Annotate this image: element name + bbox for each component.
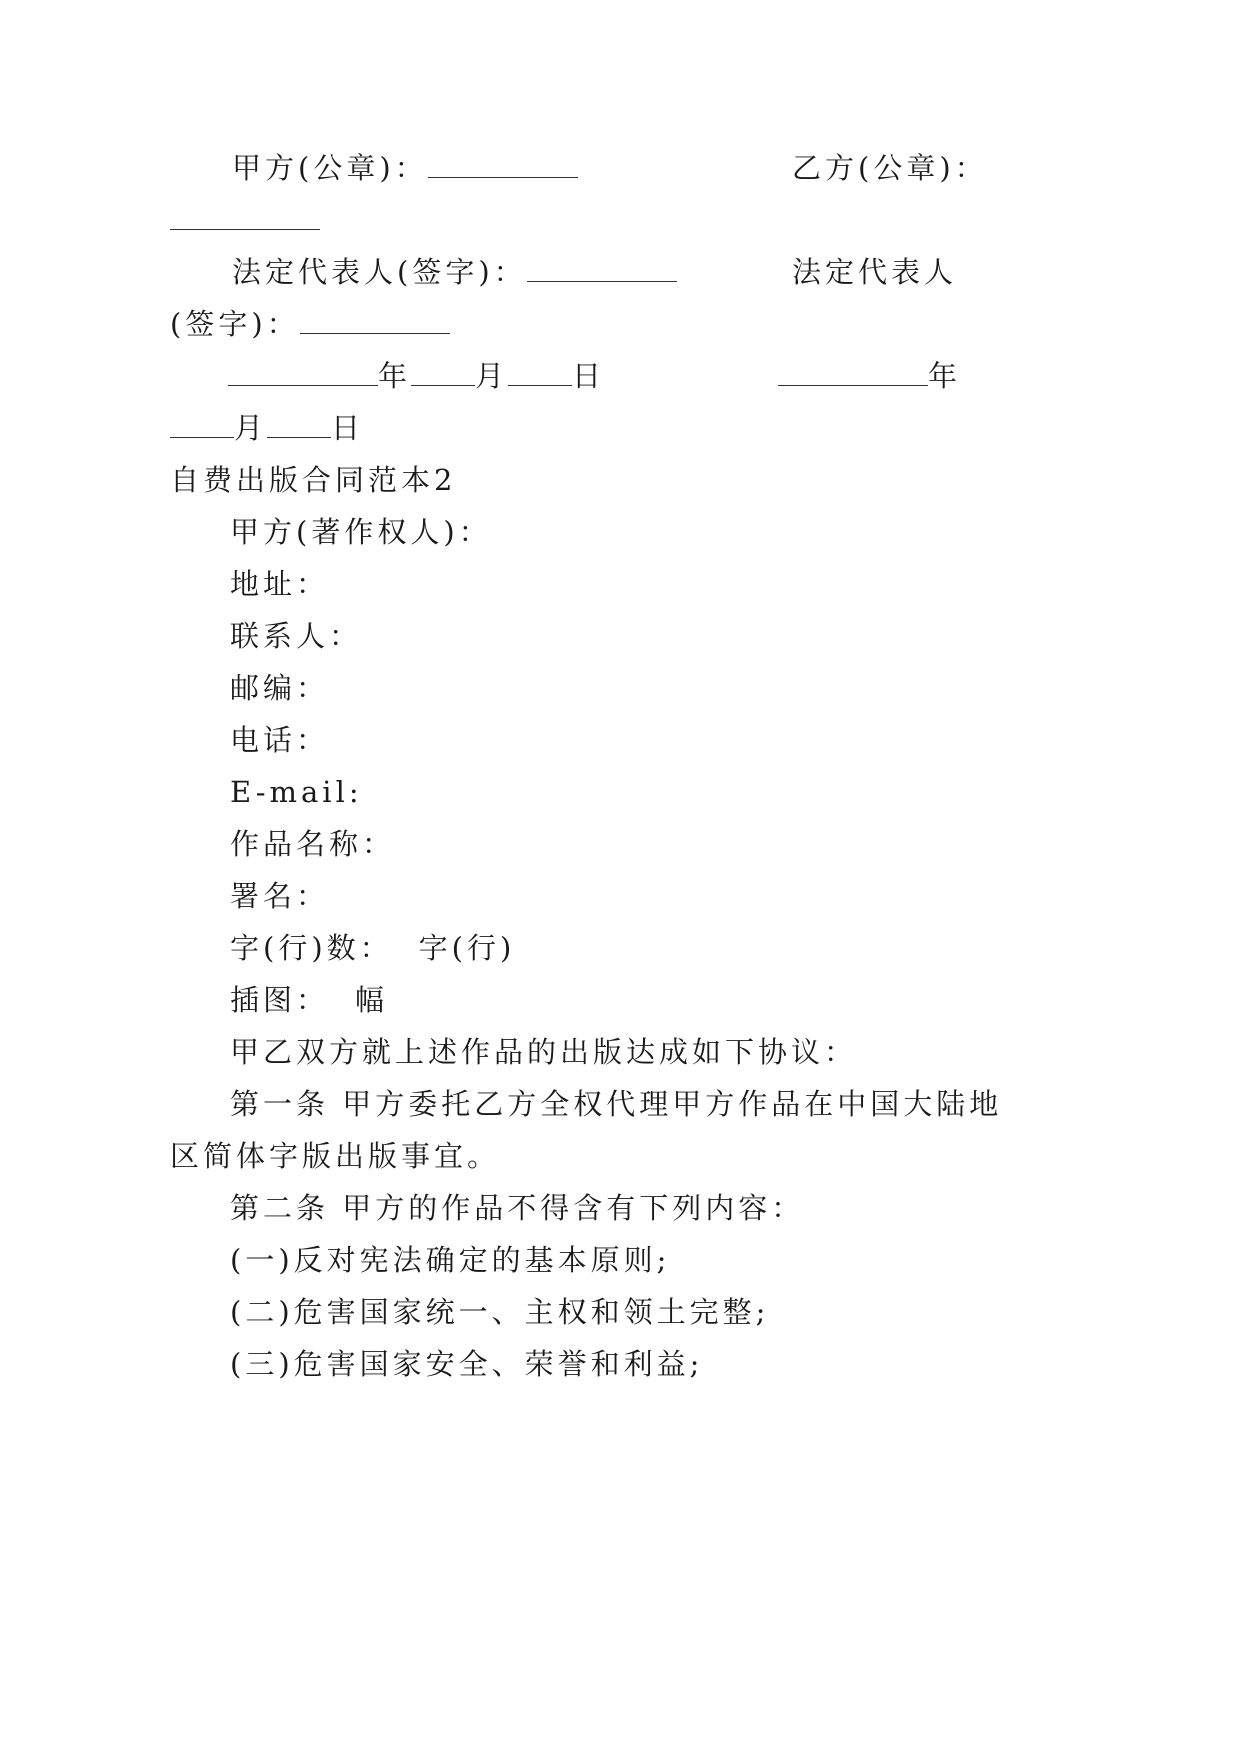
article1-line1: 第一条 甲方委托乙方全权代理甲方作品在中国大陆地 [230,1087,1003,1121]
date-a-day: 日 [572,359,606,393]
date-b-day-blank [267,411,331,438]
date-a-month: 月 [475,359,509,393]
illustrations-unit: 幅 [355,983,389,1017]
work-title-field: 作品名称： [230,827,396,861]
word-count-field [230,928,515,968]
article2-item3: (三)危害国家安全、荣誉和利益; [230,1347,704,1381]
illustrations-field [230,980,388,1020]
article1-line2: 区简体字版出版事宜。 [170,1139,501,1173]
contact-field: 联系人： [230,619,363,653]
phone-field: 电话： [230,723,330,757]
rep-a-label: 法定代表人(签字)： [232,255,527,289]
section-title: 自费出版合同范本2 [170,463,457,497]
rep-a-blank [527,255,677,282]
party-a-seal-label: 甲方(公章)： [232,151,428,185]
party-b-seal-line [792,148,988,188]
date-a-month-blank [411,359,475,386]
rep-b-label-part2: (签字)： [170,307,300,341]
email-field: E-mail: [230,775,363,809]
word-count-label: 字(行)数： [230,931,393,965]
date-a-year: 年 [378,359,412,393]
date-b-month: 月 [234,411,268,445]
article2-item2: (二)危害国家统一、主权和领土完整; [230,1295,770,1329]
rep-b-line [792,252,957,292]
party-a-seal-blank [428,151,578,178]
article2-item1: (一)反对宪法确定的基本原则; [230,1243,671,1277]
address-field: 地址： [230,567,330,601]
date-b-month-blank [170,411,234,438]
byline-field: 署名： [230,879,330,913]
rep-b-line-2 [170,304,450,344]
article2-heading: 第二条 甲方的作品不得含有下列内容： [230,1191,805,1225]
party-b-seal-label: 乙方(公章)： [792,151,988,185]
intro-paragraph: 甲乙双方就上述作品的出版达成如下协议： [230,1035,858,1069]
party-b-seal-blank [170,203,320,230]
party-a-seal-line [232,148,578,188]
illustrations-label: 插图： [230,983,330,1017]
date-b-year-blank [778,359,928,386]
postcode-field: 邮编： [230,671,330,705]
rep-b-label-part1: 法定代表人 [792,255,958,289]
date-b-year: 年 [928,359,962,393]
party-b-seal-blank-line [170,200,320,240]
rep-b-blank [300,307,450,334]
date-b-line-2 [170,408,364,448]
date-a-year-blank [228,359,378,386]
word-count-unit: 字(行) [418,931,516,965]
date-b-day: 日 [331,411,365,445]
date-a-line [228,356,605,396]
date-a-day-blank [508,359,572,386]
date-b-line [778,356,961,396]
rep-a-line [232,252,677,292]
party-a-field: 甲方(著作权人)： [230,515,492,549]
